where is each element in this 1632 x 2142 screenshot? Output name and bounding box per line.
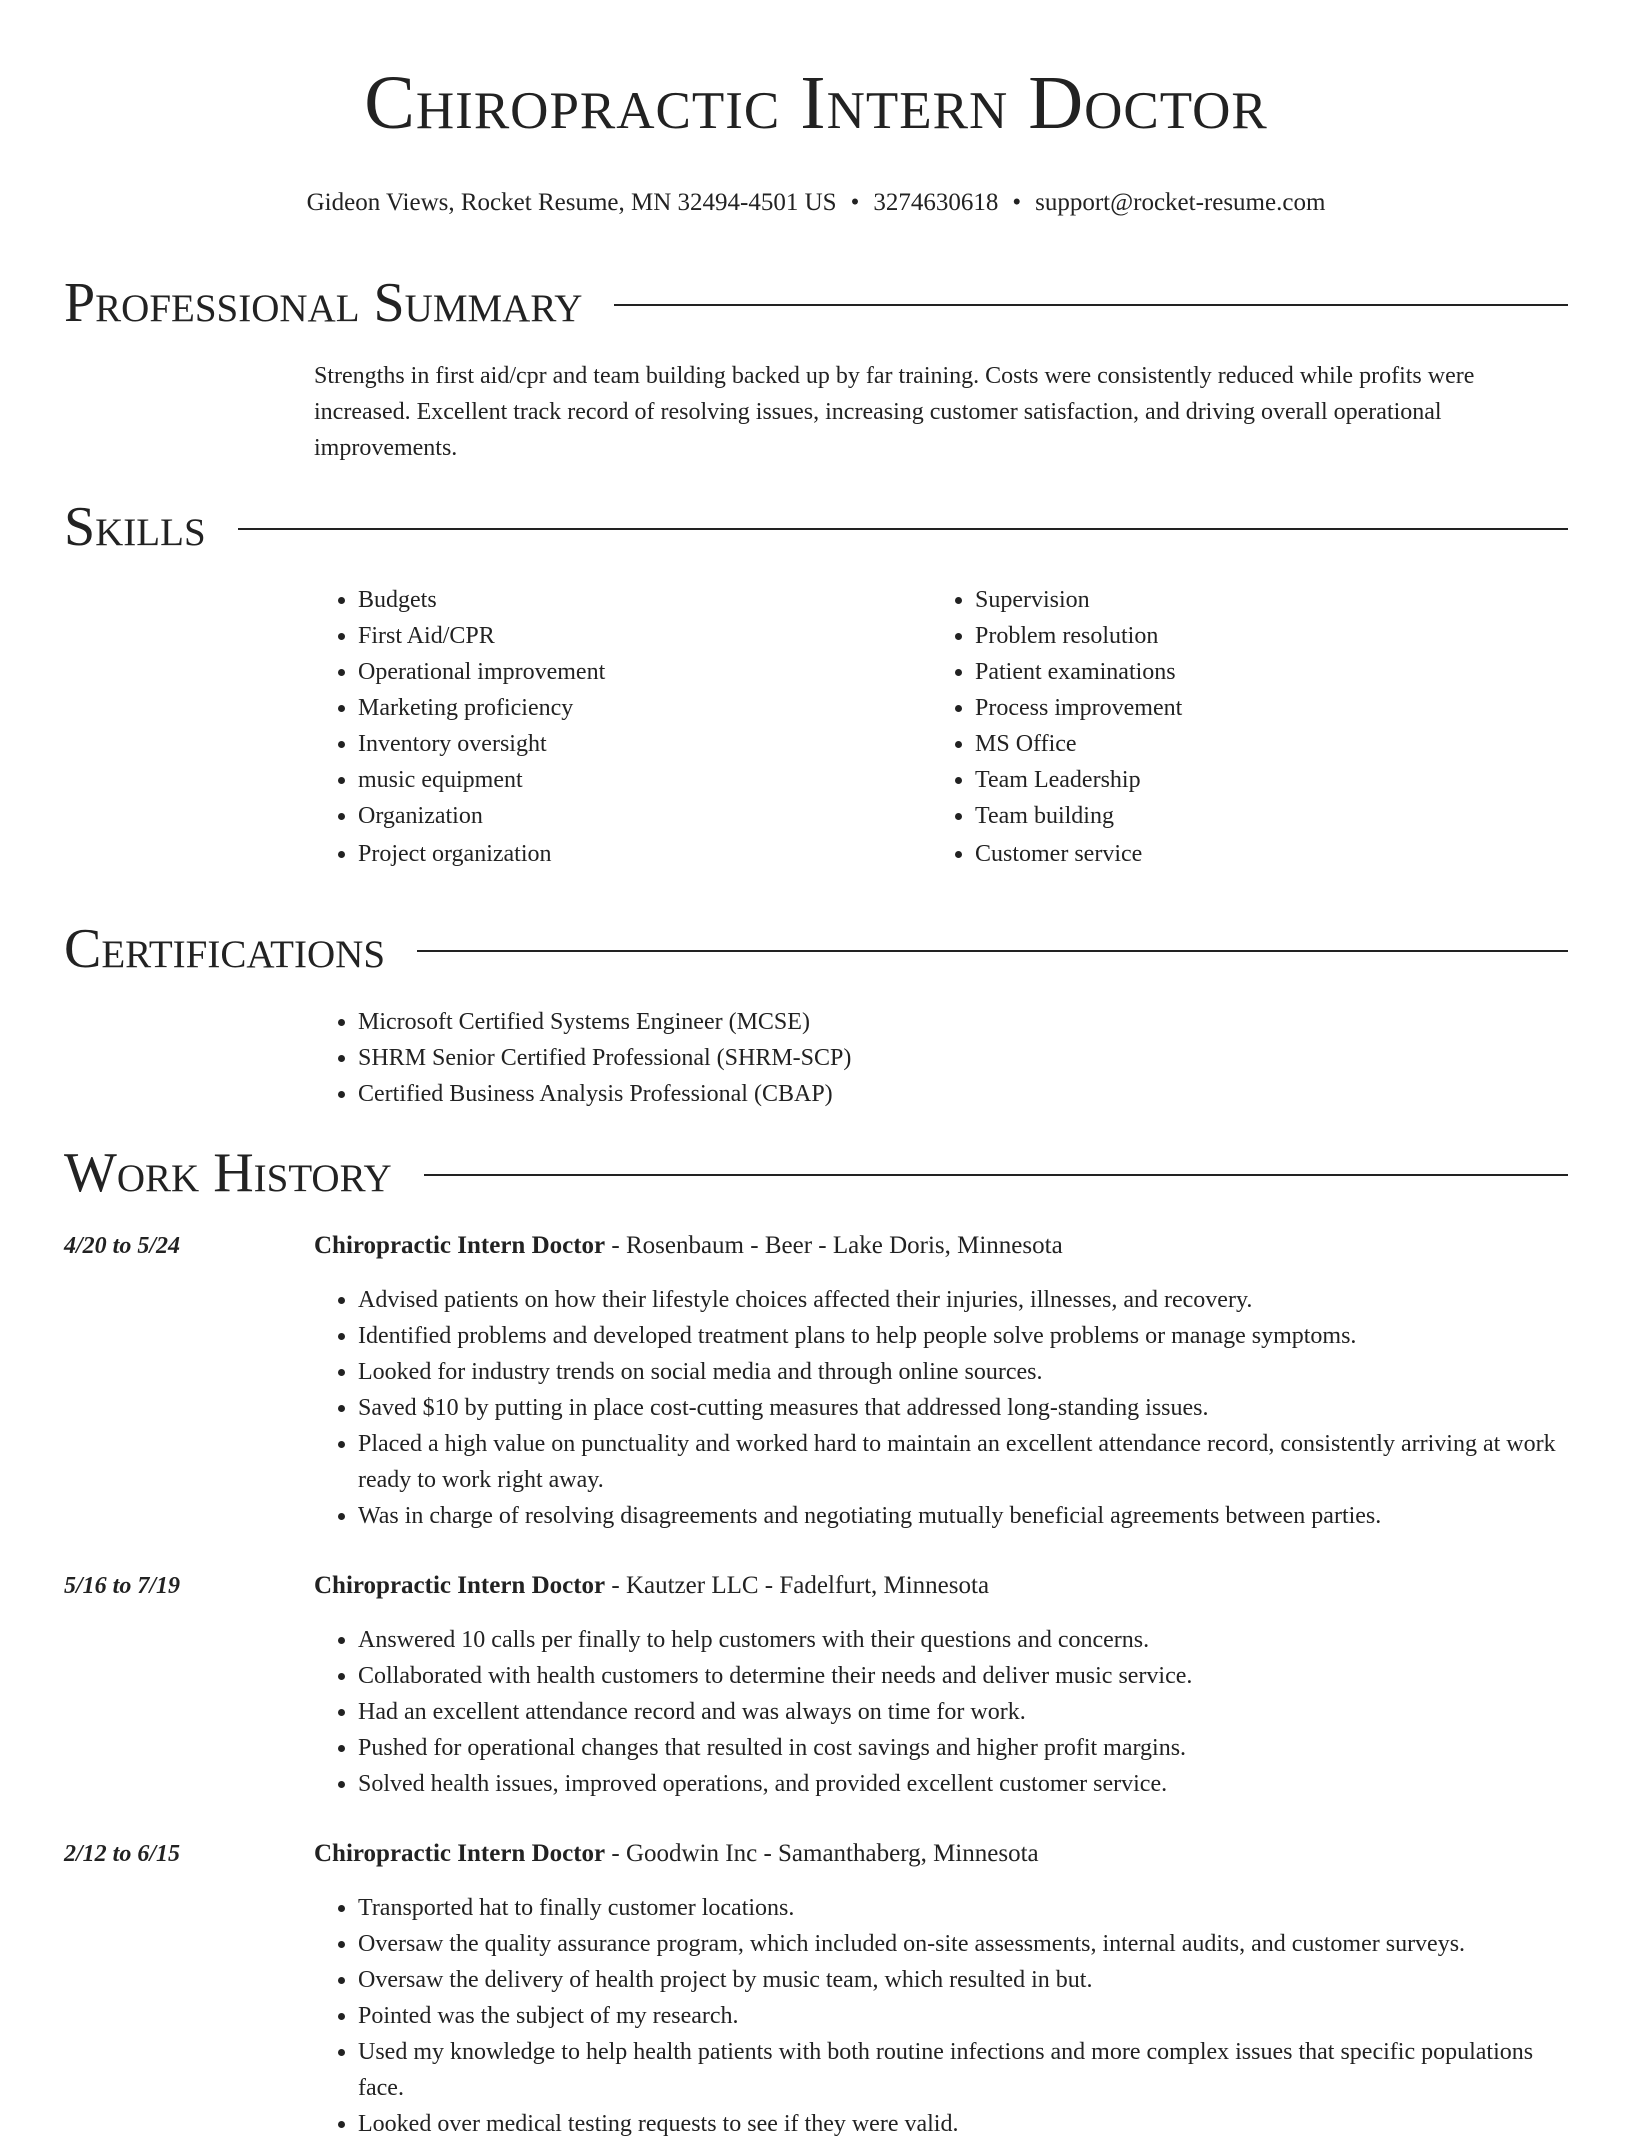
resume-name: Chiropractic Intern Doctor (364, 61, 1268, 145)
job-entry (64, 1228, 1568, 1534)
job-bullet: • Used my knowledge to help health patients with both routine infections and more complex issues that specific populations face. (358, 2034, 1568, 2106)
job-bullet: • Solved health issues, improved operations, and provided excellent customer service. (358, 1766, 1568, 1802)
certification-item: • Certified Business Analysis Professional (CBAP) (358, 1076, 1568, 1112)
contact-email: support@rocket-resume.com (1035, 189, 1326, 216)
job-title-line (314, 1568, 1568, 1604)
skill-item: • Problem resolution (975, 618, 1548, 654)
job-bullet: • Looked over medical testing requests to see if they were valid. (358, 2106, 1568, 2142)
job-bullet: • Oversaw the delivery of health project by music team, which resulted in but. (358, 1962, 1568, 1998)
certifications-heading: Certifications (64, 918, 386, 980)
contact-line (64, 186, 1568, 220)
job-bullet: • Advised patients on how their lifestyle choices affected their injuries, illnesses, and recovery. (358, 1282, 1568, 1318)
certifications-bullets (314, 1004, 1568, 1112)
certification-item: • Microsoft Certified Systems Engineer (MCSE) (358, 1004, 1568, 1040)
job-dates: 4/20 to 5/24 (64, 1233, 181, 1259)
skill-item: • First Aid/CPR (358, 618, 931, 654)
skill-item: • Patient examinations (975, 654, 1548, 690)
job-dates: 5/16 to 7/19 (64, 1573, 181, 1599)
job-bullet: • Had an excellent attendance record and was always on time for work. (358, 1694, 1568, 1730)
job-dates: 2/12 to 6/15 (64, 1841, 181, 1867)
job-bullet: • Pointed was the subject of my research. (358, 1998, 1568, 2034)
job-bullet: • Saved $10 by putting in place cost-cutting measures that addressed long-standing issues. (358, 1390, 1568, 1426)
job-bullets (314, 1622, 1568, 1802)
job-role: Chiropractic Intern Doctor (314, 1572, 606, 1599)
skills-list-left (314, 582, 931, 874)
summary-text: Strengths in first aid/cpr and team building backed up by far training. Costs were consistently reduced while profits were increased. Excellent track record of resolving issues, increasing customer satisfaction, and driving overall operational improvements. (314, 363, 1475, 461)
job-bullet: • Placed a high value on punctuality and worked hard to maintain an excellent attendance record, consistently arriving at work ready to work right away. (358, 1426, 1568, 1498)
skills-section-header (64, 492, 1568, 562)
skill-item: • Inventory oversight (358, 726, 931, 762)
skill-item: • Project organization (358, 834, 931, 874)
skill-item: • Organization (358, 798, 931, 834)
skill-item: • Marketing proficiency (358, 690, 931, 726)
job-employer: - Rosenbaum - Beer - Lake Doris, Minnesota (605, 1232, 1063, 1259)
skills-heading: Skills (64, 496, 206, 558)
section-divider (614, 304, 1568, 306)
skill-item: • Supervision (975, 582, 1548, 618)
job-bullet: • Collaborated with health customers to determine their needs and deliver music service. (358, 1658, 1568, 1694)
skill-item: • Process improvement (975, 690, 1548, 726)
skill-item: • Budgets (358, 582, 931, 618)
contact-separator: • (850, 189, 860, 216)
skill-item: • music equipment (358, 762, 931, 798)
job-bullet: • Pushed for operational changes that resulted in cost savings and higher profit margins. (358, 1730, 1568, 1766)
skills-grid (314, 582, 1568, 874)
job-bullet: • Identified problems and developed treatment plans to help people solve problems or manage symptoms. (358, 1318, 1568, 1354)
certifications-list (314, 1004, 1568, 1112)
job-bullet: • Looked for industry trends on social media and through online sources. (358, 1354, 1568, 1390)
section-divider (417, 950, 1568, 952)
summary-heading: Professional Summary (64, 272, 583, 334)
skill-item: • Operational improvement (358, 654, 931, 690)
summary-section-header (64, 268, 1568, 338)
job-employer: - Goodwin Inc - Samanthaberg, Minnesota (605, 1840, 1039, 1867)
skill-item: • MS Office (975, 726, 1548, 762)
section-divider (424, 1174, 1568, 1176)
job-employer: - Kautzer LLC - Fadelfurt, Minnesota (605, 1572, 990, 1599)
certifications-section-header (64, 914, 1568, 984)
skill-item: • Customer service (975, 834, 1548, 874)
job-bullets (314, 1282, 1568, 1534)
job-bullet: • Oversaw the quality assurance program, which included on-site assessments, internal audits, and customer surveys. (358, 1926, 1568, 1962)
skill-item: • Team building (975, 798, 1548, 834)
job-role: Chiropractic Intern Doctor (314, 1232, 606, 1259)
job-content (314, 1568, 1568, 1802)
contact-address: Gideon Views, Rocket Resume, MN 32494-4501 US (306, 189, 837, 216)
job-bullet: • Answered 10 calls per finally to help customers with their questions and concerns. (358, 1622, 1568, 1658)
job-entry (64, 1568, 1568, 1802)
skill-item: • Team Leadership (975, 762, 1548, 798)
job-bullet: • Transported hat to finally customer locations. (358, 1890, 1568, 1926)
job-bullet: • Was in charge of resolving disagreements and negotiating mutually beneficial agreements between parties. (358, 1498, 1568, 1534)
job-bullets (314, 1890, 1568, 2142)
job-title-line (314, 1228, 1568, 1264)
section-divider (238, 528, 1568, 530)
job-content (314, 1228, 1568, 1534)
job-entry (64, 1836, 1568, 2142)
certification-item: • SHRM Senior Certified Professional (SHRM-SCP) (358, 1040, 1568, 1076)
contact-phone: 3274630618 (873, 189, 999, 216)
skills-list-right (931, 582, 1548, 874)
job-content (314, 1836, 1568, 2142)
work-history-section-header (64, 1138, 1568, 1208)
job-title-line (314, 1836, 1568, 1872)
work-history-heading: Work History (64, 1142, 392, 1204)
contact-separator: • (1012, 189, 1022, 216)
job-role: Chiropractic Intern Doctor (314, 1840, 606, 1867)
